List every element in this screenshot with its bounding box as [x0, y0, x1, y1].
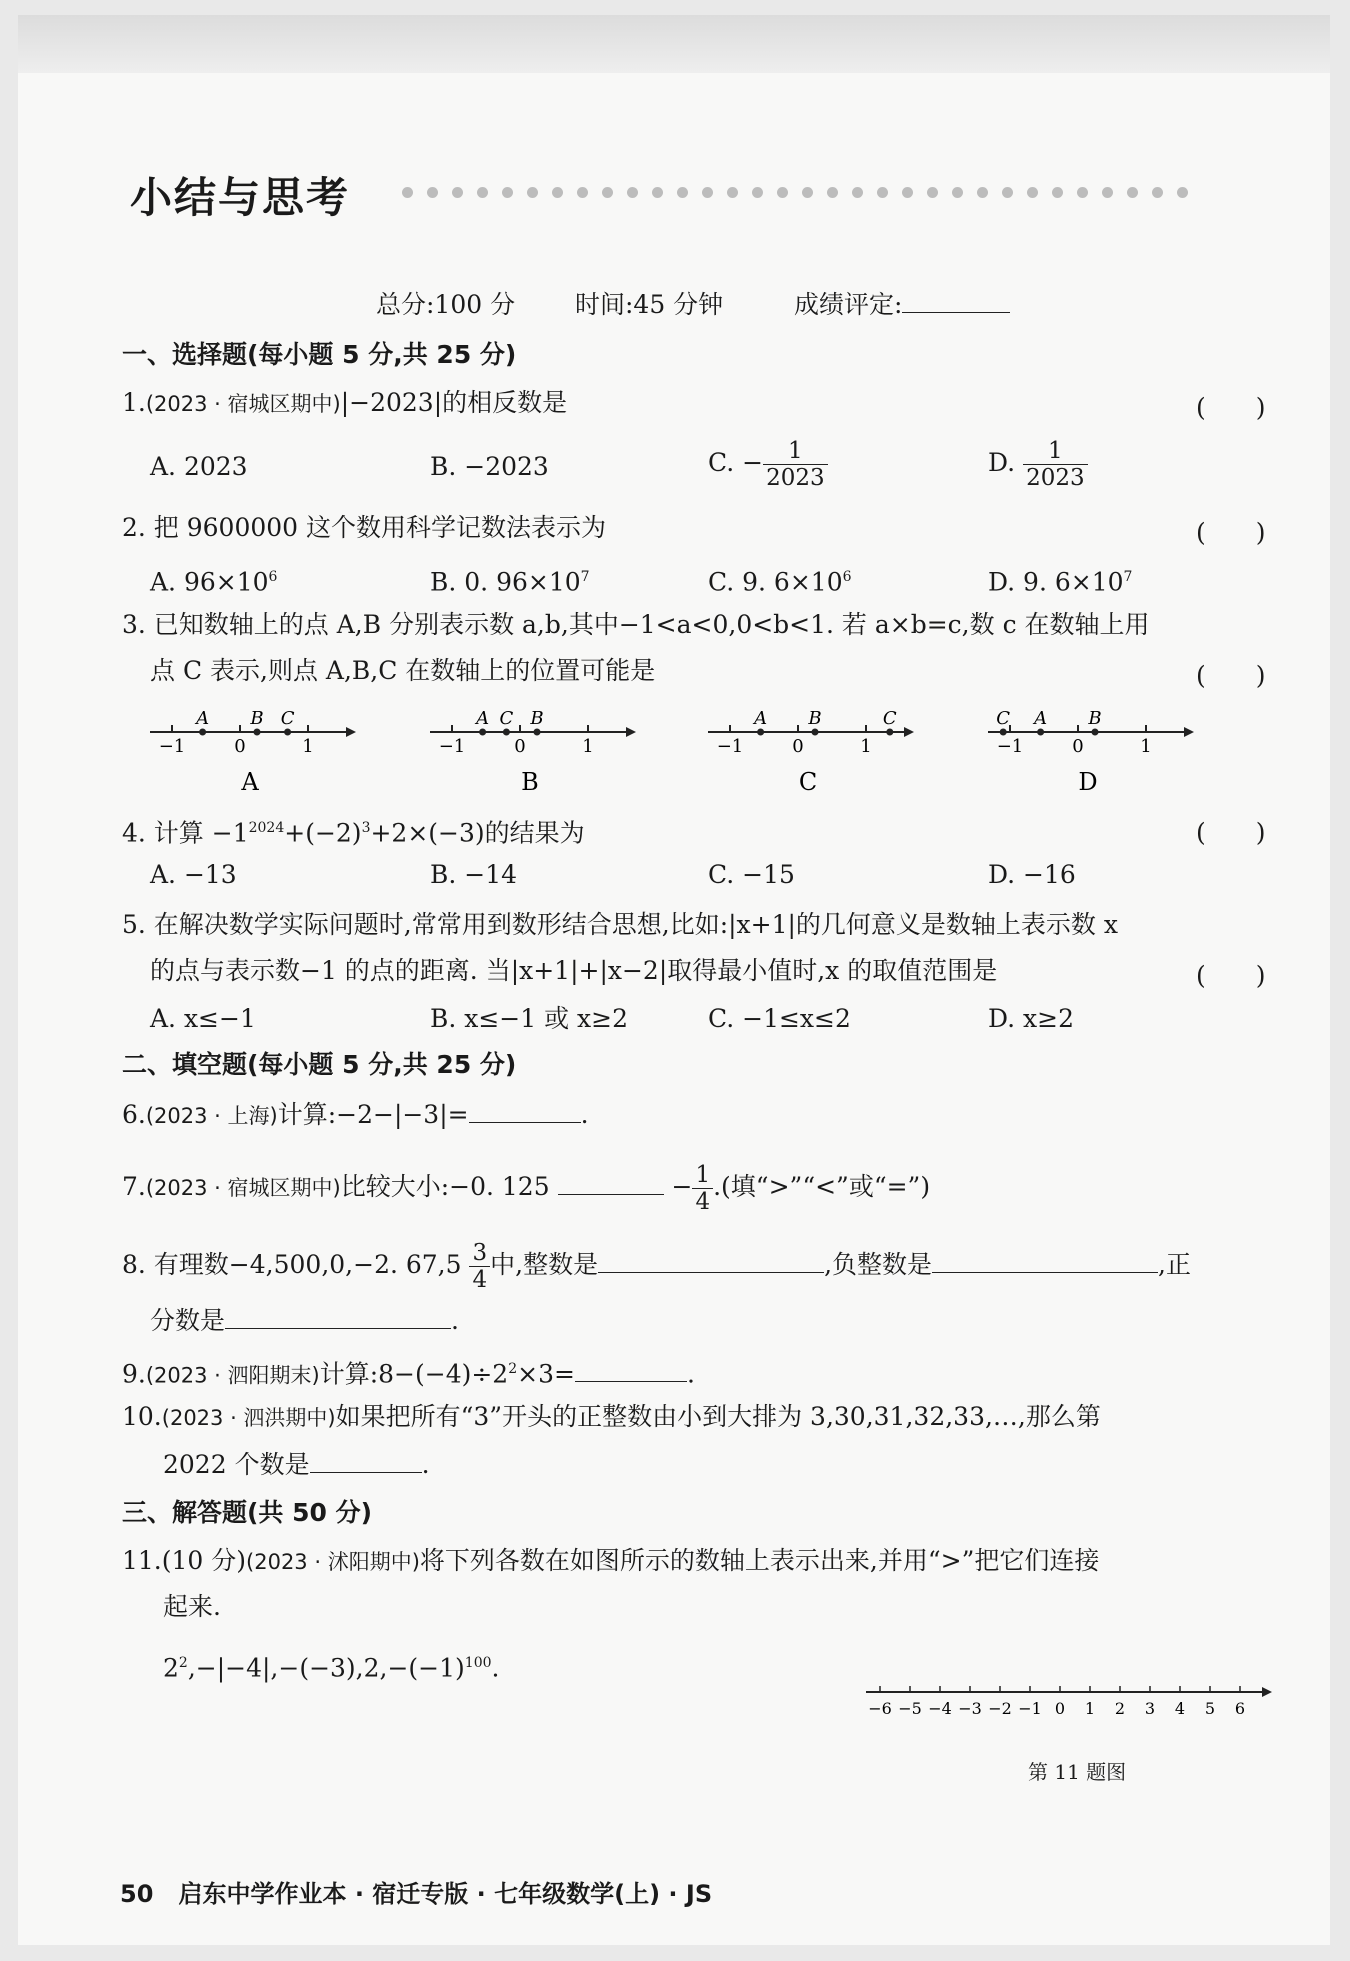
q2-a-exp: 6 — [268, 569, 278, 585]
q10-end: . — [421, 1450, 430, 1479]
q1-c-num: 1 — [763, 438, 828, 465]
q7-blank[interactable] — [558, 1172, 664, 1195]
q1-c-den: 2023 — [766, 465, 825, 491]
q3-point-label: A — [754, 708, 768, 729]
q3-point-label: B — [1088, 708, 1102, 729]
title-dot — [1127, 187, 1138, 198]
q11-number-line — [0, 1680, 1350, 1730]
q8-num-frac: 3 — [469, 1240, 490, 1267]
title-dot — [1152, 187, 1163, 198]
title-dot — [477, 187, 488, 198]
header-grade-label: 成绩评定: — [794, 290, 903, 319]
title-dot — [902, 187, 913, 198]
q5-line2: 的点与表示数−1 的点的距离. 当|x+1|+|x−2|取得最小值时,x 的取值范围是 — [150, 956, 998, 985]
title-dot — [552, 187, 563, 198]
q6-end: . — [580, 1100, 589, 1129]
q3-tick-label: 1 — [860, 736, 872, 757]
q1-d-frac — [1023, 438, 1088, 491]
q3-tick-label: 0 — [514, 736, 526, 757]
q3-point-label: C — [996, 708, 1011, 729]
q3-point-label: B — [530, 708, 544, 729]
q3-point-A — [199, 729, 206, 736]
q1-option-d — [988, 438, 1088, 491]
title-dot — [777, 187, 788, 198]
q11-tick-label: 3 — [1144, 1699, 1156, 1718]
q10-blank[interactable] — [310, 1450, 422, 1473]
q2-a-text: A. 96×10 — [150, 567, 269, 597]
title-dot — [1052, 187, 1063, 198]
q5-answer-paren[interactable]: ( ) — [1196, 961, 1266, 990]
q3-tick-label: 0 — [1072, 736, 1084, 757]
q1-c-frac — [763, 438, 828, 491]
title-dot — [502, 187, 513, 198]
title-dot — [452, 187, 463, 198]
q8-line2 — [150, 1306, 459, 1336]
q8-den-frac: 4 — [472, 1267, 488, 1293]
q7-minus: − — [671, 1172, 693, 1201]
q4-option-a: A. −13 — [150, 860, 237, 889]
title-dot — [677, 187, 688, 198]
title-dot — [1177, 187, 1188, 198]
q2-b-text: B. 0. 96×10 — [430, 567, 581, 597]
q11-tick-label: 1 — [1084, 1699, 1096, 1718]
q3-line-B-arrow — [626, 727, 636, 737]
q9-blank[interactable] — [575, 1359, 687, 1382]
q3-line1: 3. 已知数轴上的点 A,B 分别表示数 a,b,其中−1<a<0,0<b<1. 若 a×b=c,数 c 在数轴上用 — [122, 610, 1150, 639]
q7-num-frac: 1 — [692, 1162, 713, 1189]
q3-tick-label: −1 — [438, 736, 466, 757]
title-dot — [652, 187, 663, 198]
q3-point-B — [254, 729, 261, 736]
q7-num: 7. — [122, 1172, 146, 1201]
q11-stem — [122, 1546, 1099, 1577]
section-fill: 二、填空题(每小题 5 分,共 25 分) — [122, 1050, 517, 1079]
title-dot — [627, 187, 638, 198]
q8-line2-text: 分数是 — [150, 1306, 226, 1335]
q3-option-label: C — [798, 768, 818, 796]
title-dots — [402, 187, 1188, 198]
title-dot — [877, 187, 888, 198]
q11-tick-label: −1 — [1018, 1699, 1042, 1718]
q8-p2: ,负整数是 — [824, 1250, 933, 1279]
q11-text: 将下列各数在如图所示的数轴上表示出来,并用“>”把它们连接 — [419, 1546, 1100, 1575]
q5-line1: 5. 在解决数学实际问题时,常常用到数形结合思想,比如:|x+1|的几何意义是数轴上表示数 x — [122, 910, 1118, 939]
title-dot — [1102, 187, 1113, 198]
q11-tick-label: −4 — [928, 1699, 952, 1718]
q1-num: 1. — [122, 388, 146, 417]
title-dot — [527, 187, 538, 198]
q9-text: 计算:8−(−4)÷2 — [319, 1359, 509, 1389]
q2-option-d — [988, 562, 1132, 597]
q11-source: (2023 · 沭阳期中) — [246, 1550, 420, 1574]
q4-a: 4. 计算 −1 — [122, 818, 249, 848]
q8-stem — [122, 1240, 1191, 1293]
q11-tick-label: 6 — [1234, 1699, 1246, 1718]
q3-line-D-arrow — [1184, 727, 1194, 737]
q2-c-exp: 6 — [842, 569, 852, 585]
q3-line2: 点 C 表示,则点 A,B,C 在数轴上的位置可能是 — [150, 656, 656, 685]
title-dot — [702, 187, 713, 198]
q3-point-label: C — [280, 708, 295, 729]
q2-option-b — [430, 562, 590, 597]
q11-tick-label: 4 — [1174, 1699, 1186, 1718]
title-dot — [602, 187, 613, 198]
q2-c-text: C. 9. 6×10 — [708, 567, 843, 597]
q11-n-exp2: 100 — [464, 1655, 492, 1671]
q1-d-label: D. — [988, 448, 1016, 477]
title-dot — [827, 187, 838, 198]
q11-numbers — [163, 1648, 499, 1683]
q6-stem — [122, 1100, 589, 1131]
q5-option-d: D. x≥2 — [988, 1004, 1074, 1033]
title-dot — [1027, 187, 1038, 198]
q3-number-lines — [0, 700, 1350, 800]
q2-stem: 2. 把 9600000 这个数用科学记数法表示为 — [122, 513, 607, 542]
q3-point-label: C — [499, 708, 514, 729]
grade-blank — [902, 290, 1010, 313]
title-dot — [1077, 187, 1088, 198]
q8-frac — [469, 1240, 490, 1293]
q1-option-a: A. 2023 — [150, 452, 248, 481]
q11-tick-label: −3 — [958, 1699, 982, 1718]
q3-point-C — [886, 729, 893, 736]
page-number: 50 — [120, 1880, 154, 1908]
q10-num: 10. — [122, 1402, 162, 1431]
q8-blank-pos-fractions[interactable] — [225, 1306, 451, 1329]
q4-option-d: D. −16 — [988, 860, 1076, 889]
q9-end: . — [686, 1359, 695, 1389]
q11-tick-label: −6 — [868, 1699, 892, 1718]
q1-answer-paren[interactable]: ( ) — [1196, 393, 1266, 422]
q3-tick-label: −1 — [158, 736, 186, 757]
q4-answer-paren[interactable]: ( ) — [1196, 818, 1266, 847]
q3-point-C — [503, 729, 510, 736]
q2-option-a — [150, 562, 277, 597]
title-dot — [952, 187, 963, 198]
q8-end: . — [451, 1306, 459, 1335]
q3-point-B — [812, 729, 819, 736]
q3-tick-label: 1 — [1140, 736, 1152, 757]
q1-d-den: 2023 — [1026, 465, 1085, 491]
q9-stem — [122, 1354, 695, 1390]
q7-text: 比较大小:−0. 125 — [340, 1172, 550, 1201]
q3-tick-label: 1 — [302, 736, 314, 757]
q11-tick-label: 0 — [1054, 1699, 1066, 1718]
q3-tick-label: −1 — [716, 736, 744, 757]
q9-num: 9. — [122, 1359, 146, 1389]
q3-option-label: D — [1078, 768, 1098, 796]
q11-n-exp: 2 — [178, 1655, 188, 1671]
q4-b: +(−2) — [284, 818, 362, 848]
q4-exp1: 2024 — [248, 820, 285, 836]
title-dot — [927, 187, 938, 198]
q1-stem — [122, 388, 567, 419]
q3-point-C — [284, 729, 291, 736]
q1-c-label: C. − — [708, 448, 764, 477]
q7-den-frac: 4 — [695, 1189, 711, 1215]
q1-option-c — [708, 438, 828, 491]
q3-line-C-arrow — [904, 727, 914, 737]
q2-b-exp: 7 — [580, 569, 590, 585]
section-answer: 三、解答题(共 50 分) — [122, 1498, 373, 1527]
title-dot — [852, 187, 863, 198]
q5-option-b: B. x≤−1 或 x≥2 — [430, 1004, 629, 1033]
header-total: 总分:100 分 — [376, 290, 516, 319]
q10-source: (2023 · 泗洪期中) — [161, 1406, 336, 1430]
top-band — [18, 15, 1330, 73]
q11-points: (10 分) — [161, 1546, 247, 1575]
q11-line2: 起来. — [163, 1592, 221, 1621]
q2-d-text: D. 9. 6×10 — [988, 567, 1124, 597]
q10-text: 如果把所有“3”开头的正整数由小到大排为 3,30,31,32,33,…,那么第 — [335, 1402, 1101, 1431]
q5-option-c: C. −1≤x≤2 — [708, 1004, 851, 1033]
title-dot — [977, 187, 988, 198]
title-dot — [752, 187, 763, 198]
q10-line2 — [163, 1450, 430, 1480]
q3-point-A — [479, 729, 486, 736]
q3-point-B — [534, 729, 541, 736]
q7-stem — [122, 1162, 930, 1215]
q7-frac — [692, 1162, 713, 1215]
header-time: 时间:45 分钟 — [575, 290, 724, 319]
q3-point-label: A — [1034, 708, 1048, 729]
q2-answer-paren[interactable]: ( ) — [1196, 518, 1266, 547]
q10-line2-text: 2022 个数是 — [163, 1450, 310, 1479]
q4-option-c: C. −15 — [708, 860, 795, 889]
q11-tick-label: −5 — [898, 1699, 922, 1718]
q9-exp: 2 — [508, 1361, 518, 1377]
q3-tick-label: −1 — [996, 736, 1024, 757]
q3-point-label: A — [476, 708, 490, 729]
q1-option-b: B. −2023 — [430, 452, 549, 481]
q7-source: (2023 · 宿城区期中) — [145, 1176, 341, 1200]
q3-point-A — [1037, 729, 1044, 736]
q3-tick-label: 0 — [792, 736, 804, 757]
q8-blank-neg-integers[interactable] — [932, 1250, 1158, 1273]
footer-book-title: 启东中学作业本 · 宿迁专版 · 七年级数学(上) · JS — [178, 1880, 713, 1908]
q10-stem — [122, 1402, 1101, 1433]
title-dot — [727, 187, 738, 198]
header-grade — [794, 290, 1010, 320]
q8-blank-integers[interactable] — [598, 1250, 824, 1273]
q4-stem — [122, 813, 585, 848]
q4-exp2: 3 — [361, 820, 371, 836]
title-dot — [427, 187, 438, 198]
title-dot — [1002, 187, 1013, 198]
q3-option-label: A — [241, 768, 259, 796]
q3-point-label: A — [196, 708, 210, 729]
q3-point-label: C — [882, 708, 897, 729]
q8-text: 8. 有理数−4,500,0,−2. 67,5 — [122, 1250, 462, 1279]
q11-tick-label: 5 — [1204, 1699, 1216, 1718]
q3-tick-label: 1 — [582, 736, 594, 757]
q6-blank[interactable] — [469, 1100, 581, 1123]
q3-line-A-arrow — [346, 727, 356, 737]
q3-point-B — [1092, 729, 1099, 736]
q11-n-b: ,−|−4|,−(−3),2,−(−1) — [187, 1653, 465, 1683]
q7-end: .(填“>”“<”或“=”) — [713, 1172, 931, 1201]
title-dot — [802, 187, 813, 198]
q5-option-a: A. x≤−1 — [150, 1004, 256, 1033]
q8-p1: 中,整数是 — [490, 1250, 599, 1279]
q11-tick-label: −2 — [988, 1699, 1012, 1718]
q6-num: 6. — [122, 1100, 146, 1129]
section-choice: 一、选择题(每小题 5 分,共 25 分) — [122, 340, 517, 369]
q3-point-C — [1000, 729, 1007, 736]
q4-option-b: B. −14 — [430, 860, 518, 889]
q8-p3: ,正 — [1158, 1250, 1191, 1279]
q9-source: (2023 · 泗阳期末) — [145, 1363, 320, 1388]
title-dot — [577, 187, 588, 198]
q1-d-num: 1 — [1023, 438, 1088, 465]
q3-point-A — [757, 729, 764, 736]
q1-text: |−2023|的相反数是 — [340, 388, 568, 417]
q11-n-a: 2 — [163, 1653, 179, 1683]
q6-text: 计算:−2−|−3|= — [277, 1100, 469, 1129]
q4-c: +2×(−3)的结果为 — [370, 818, 585, 848]
q1-source: (2023 · 宿城区期中) — [145, 392, 341, 416]
q6-source: (2023 · 上海) — [145, 1104, 278, 1128]
q2-option-c — [708, 562, 852, 597]
q11-tick-label: 2 — [1114, 1699, 1126, 1718]
q3-point-label: B — [808, 708, 822, 729]
q11-line-arrow — [1262, 1687, 1272, 1697]
q3-answer-paren[interactable]: ( ) — [1196, 661, 1266, 690]
q3-option-label: B — [521, 768, 539, 796]
title-dot — [402, 187, 413, 198]
q11-num: 11. — [122, 1546, 162, 1575]
q11-caption: 第 11 题图 — [1028, 1760, 1127, 1784]
footer — [120, 1874, 712, 1909]
page-title: 小结与思考 — [130, 173, 351, 222]
q2-d-exp: 7 — [1123, 569, 1133, 585]
q11-n-c: . — [491, 1653, 500, 1683]
q3-tick-label: 0 — [234, 736, 246, 757]
q9-text2: ×3= — [517, 1359, 575, 1389]
q3-point-label: B — [250, 708, 264, 729]
